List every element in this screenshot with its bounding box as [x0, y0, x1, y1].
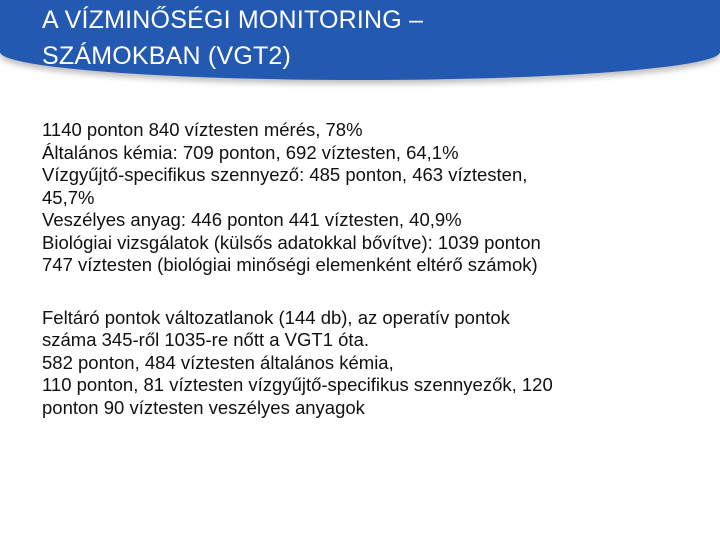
slide-title-line: SZÁMOKBAN (VGT2): [42, 42, 292, 70]
text-line: száma 345-ről 1035-re nőtt a VGT1 óta.: [42, 329, 370, 350]
text-line: 582 ponton, 484 víztesten általános kémia,: [42, 351, 394, 373]
slide-title: [42, 2, 682, 74]
slide-body: [42, 119, 682, 419]
text-line: Általános kémia: 709 ponton, 692 víztesten, 64,1%: [42, 141, 459, 163]
paragraph-gap: [42, 277, 682, 307]
text-line: ponton 90 víztesten veszélyes anyagok: [42, 396, 365, 418]
monitoring-points-paragraph: [42, 307, 682, 420]
text-line: 1140 ponton 840 víztesten mérés, 78%: [42, 119, 363, 140]
text-line: Feltáró pontok változatlanok (144 db), az operatív pontok: [42, 306, 510, 328]
text-line: 110 ponton, 81 víztesten vízgyűjtő-specifikus szennyezők, 120: [42, 374, 553, 395]
text-line: Vízgyűjtő-specifikus szennyező: 485 ponton, 463 víztesten,: [42, 164, 528, 185]
text-line: Biológiai vizsgálatok (külsős adatokkal bővítve): 1039 ponton: [42, 231, 541, 253]
text-line: Veszélyes anyag: 446 ponton 441 víztesten, 40,9%: [42, 209, 462, 230]
text-line: 747 víztesten (biológiai minőségi elemenként eltérő számok): [42, 254, 538, 275]
slide-title-line: A VÍZMINŐSÉGI MONITORING –: [42, 6, 424, 34]
monitoring-stats-paragraph: [42, 119, 682, 277]
text-line: 45,7%: [42, 186, 95, 208]
